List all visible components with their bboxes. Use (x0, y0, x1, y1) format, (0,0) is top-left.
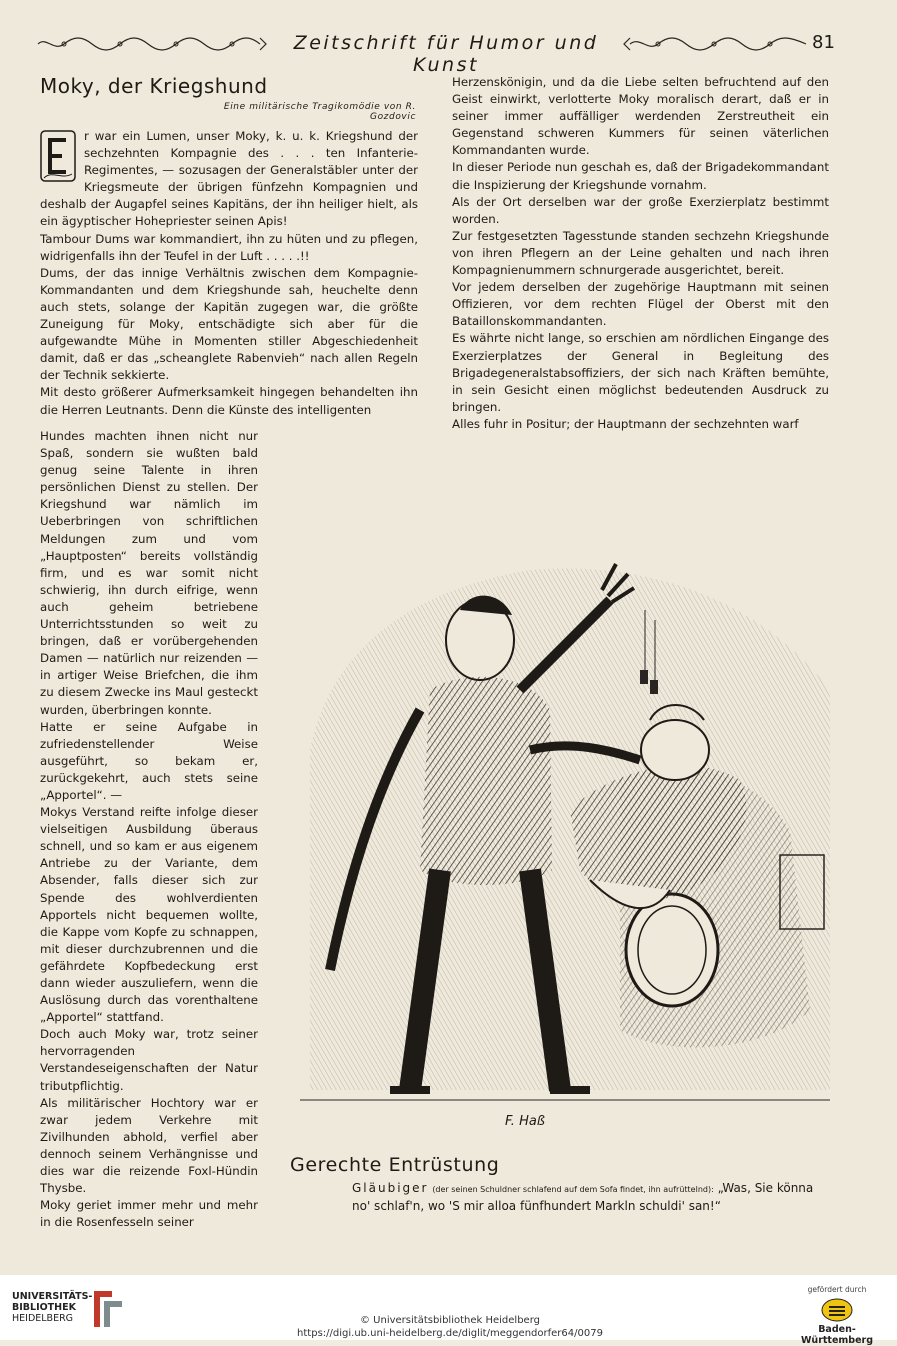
caption-text (352, 1180, 832, 1215)
paragraph: Moky geriet immer mehr und mehr in die Rosenfesseln seiner (40, 1198, 258, 1230)
paragraph: Dums, der das innige Verhältnis zwischen dem Kompagnie-Kommandanten und dem Kriegshunde sah, heuchelte denn auch stets, solange der Kapitän zugegen war, die größte Zuneigung für Moky, entschädigte sich aber für die aufgewandte Mühe in Momenten stiller Abgeschiedenheit damit, daß er das „scheanglete Rabenvieh“ nach allen Regeln der Technik sekkierte. (40, 265, 418, 383)
header-ornament-right (622, 36, 808, 52)
paragraph: Zur festgesetzten Tagesstunde standen sechzehn Kriegshunde von ihren Pflegern an der Leine gehalten und nach ihren Kompagnienummern schnurgerade ausgerichtet, bereit. (452, 228, 829, 278)
page-number: 81 (812, 32, 835, 53)
state-crest-icon (820, 1297, 854, 1323)
paragraph: Als militärischer Hochtory war er zwar jedem Verkehre mit Zivilhunden abhold, verfiel aber dennoch seinem Verhängnisse und dies war die reizende Foxl-Hündin Thysbe. (40, 1095, 258, 1196)
caption-stage-note: (der seinen Schuldner schlafend auf dem Sofa findet, ihn aufrüttelnd): (432, 1185, 714, 1194)
caption-speaker: Gläubiger (352, 1181, 429, 1195)
paragraph: Vor jedem derselben der zugehörige Hauptmann mit seinen Offizieren, vor dem rechten Flügel der Oberst mit den Bataillonskommandanten. (452, 280, 829, 329)
artist-signature: F. Haß (505, 1114, 545, 1129)
text-column-right (452, 74, 829, 433)
library-name-line: UNIVERSITÄTS- (12, 1291, 93, 1302)
text-column-left-top (40, 128, 418, 419)
decorative-initial-e (40, 130, 76, 182)
sponsor-label: gefördert durch (807, 1285, 867, 1294)
running-header (36, 30, 835, 76)
text-column-left-bottom (40, 428, 258, 1231)
paragraph: r war ein Lumen, unser Moky, k. u. k. Kriegshund der sechzehnten Kompagnie des . . . ten Infanterie-Regimentes, — sozusagen der Generalstäbler unter der Kriegsmeute der übrigen fünfzehn Kompagnien und deshalb der Augapfel seines Kapitäns, der ihn heiliger hielt, als ein ägyptischer Hohepriester seinen Apis! (40, 129, 418, 229)
article-title: Moky, der Kriegshund (40, 74, 268, 98)
caption-quote: „Was, Sie könna no' schlaf'n, wo 'S mir alloa fünfhundert Markln schuldi' san!“ (352, 1181, 814, 1213)
library-name (12, 1291, 92, 1324)
paragraph: Es währte nicht lange, so erschien am nördlichen Eingange des Exerzierplatzes der General in Begleitung des Brigadegeneralstabsoffiziers, der sich nach Kräften bemühte, in sein Gesicht einen möglichst bedeutenden Ausdruck zu bringen. (452, 331, 829, 414)
journal-title: Zeitschrift für Humor und Kunst (293, 32, 599, 76)
paragraph: Hatte er seine Aufgabe in zufriedenstellender Weise ausgeführt, so bekam er, zurückgekehrt, auch stets seine „Apportel“. — (40, 719, 258, 802)
paragraph: Als der Ort derselben war der große Exerzierplatz bestimmt worden. (452, 194, 829, 226)
paragraph: Herzenskönigin, und da die Liebe selten befruchtend auf den Geist einwirkt, verlotterte Moky moralisch derart, daß er in seiner immer auffälliger werdenden Zerstreutheit ein Gegenstand schweren Kummers für seinen väterlichen Kommandanten wurde. (452, 75, 829, 158)
copyright-notice: © Universitätsbibliothek Heidelberg (359, 1315, 540, 1326)
paragraph: Mokys Verstand reifte infolge dieser vielseitigen Ausbildung überaus schnell, und so kam er aus eigenem Antriebe zu der Variante, dem Absender, falls dieser sich zur Spende des wohlverdienten Apportels nicht bequemen wollte, die Kappe vom Kopfe zu schnappen, mit dieser durchzubrennen und die gefährdete Kopfbedeckung erst dann wieder auszuliefern, wenn die Auslösung durch das vorenthaltene „Apportel“ stattfand. (40, 805, 258, 1025)
paragraph: Alles fuhr in Positur; der Hauptmann der sechzehnten warf (452, 416, 799, 431)
article-subtitle: Eine militärische Tragikomödie von R. Gozdovic (223, 102, 416, 122)
library-footer (0, 1275, 897, 1346)
header-ornament-left (36, 36, 268, 52)
sponsor-block (784, 1285, 890, 1346)
library-name-line: HEIDELBERG (12, 1313, 74, 1324)
illustration-creditor-and-debtor (290, 450, 838, 1140)
paragraph: Doch auch Moky war, trotz seiner hervorragenden Verstandeseigenschaften der Natur tributpflichtig. (40, 1027, 258, 1093)
paragraph: Hundes machten ihnen nicht nur Spaß, sondern sie wußten bald genug seine Talente in ihren persönlichen Dienst zu stellen. Der Kriegshund war nämlich im Ueberbringen von schriftlichen Meldungen zum und vom „Hauptposten“ bereits vollständig firm, und es war somit nicht schwierig, ihn durch eifrige, wenn auch geheim betriebene Unterrichtsstunden so weit zu bringen, daß er vorübergehenden Damen — natürlich nur reizenden — in artiger Weise Briefchen, die ihm zu diesem Zwecke ins Maul gesteckt wurden, überbringen konnte. (40, 429, 258, 717)
paragraph: In dieser Periode nun geschah es, daß der Brigadekommandant die Inspizierung der Kriegshunde vornahm. (452, 160, 829, 192)
library-logo-icon (92, 1287, 126, 1331)
paragraph: Mit desto größerer Aufmerksamkeit hingegen behandelten ihn die Herren Leutnants. Denn die Künste des intelligenten (40, 385, 418, 417)
caption-title: Gerechte Entrüstung (290, 1154, 500, 1176)
library-name-line: BIBLIOTHEK (12, 1302, 76, 1313)
source-url-link[interactable]: https://digi.ub.uni-heidelberg.de/diglit/meggendorfer64/0079 (297, 1328, 603, 1339)
sponsor-name: Baden-Württemberg (800, 1324, 874, 1346)
paragraph: Tambour Dums war kommandiert, ihn zu hüten und zu pflegen, widrigenfalls ihn der Teufel in der Luft . . . . .!! (40, 231, 418, 263)
